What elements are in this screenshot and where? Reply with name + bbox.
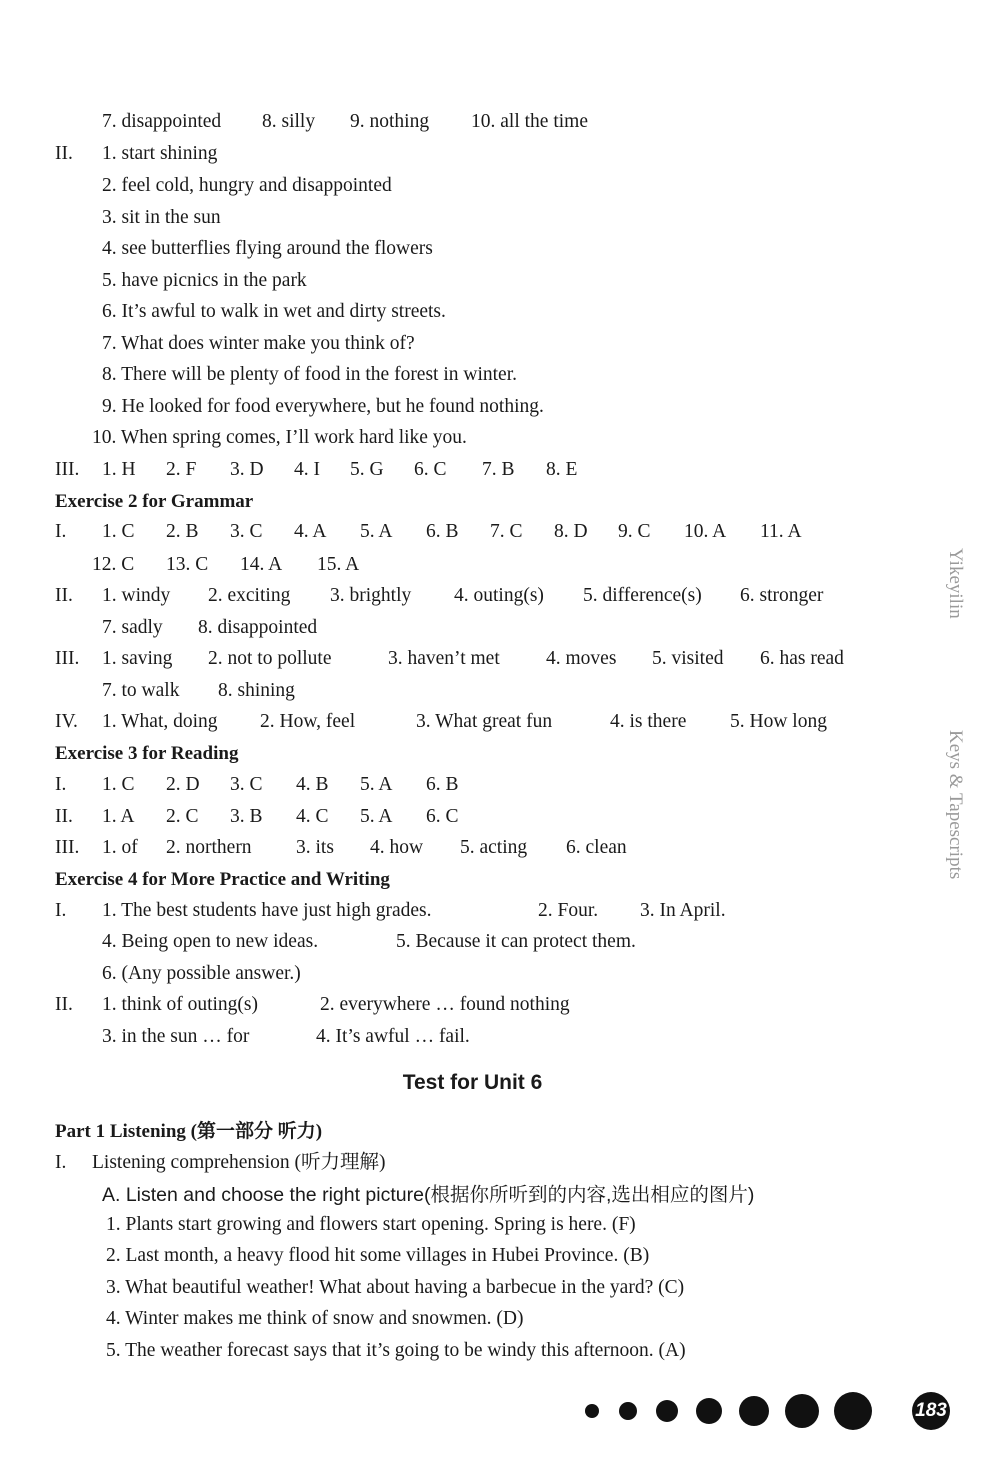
answer-item: 5. visited	[652, 648, 724, 669]
roman-numeral: I.	[55, 1152, 67, 1173]
section-heading: Exercise 4 for More Practice and Writing	[55, 869, 390, 890]
answer-item: 4. see butterflies flying around the flowers	[102, 238, 433, 259]
answer-item: 3. What great fun	[416, 711, 553, 732]
answer-item: 1. What, doing	[102, 711, 218, 732]
answer-item: 8. disappointed	[198, 617, 318, 638]
roman-numeral: III.	[55, 459, 80, 480]
footer-dot	[619, 1402, 637, 1420]
roman-numeral: I.	[55, 774, 67, 795]
sidebar-keys-label: Keys & Tapescripts	[945, 730, 966, 880]
answer-item: 5. A	[360, 806, 393, 827]
answer-item: 13. C	[166, 554, 209, 575]
answer-item: 5. G	[350, 459, 384, 480]
answer-item: 6. It’s awful to walk in wet and dirty streets.	[102, 301, 446, 322]
answer-item: 2. everywhere … found nothing	[320, 994, 570, 1015]
answer-item: 3. C	[230, 774, 263, 795]
answer-item: 2. exciting	[208, 585, 291, 606]
answer-item: 3. C	[230, 521, 263, 542]
answer-item: 1. windy	[102, 585, 171, 606]
answer-item: 8. shining	[218, 680, 295, 701]
answer-item: Listening comprehension (听力理解)	[92, 1152, 386, 1173]
answer-item: 14. A	[240, 554, 283, 575]
footer-dot	[834, 1392, 872, 1430]
answer-item: 1. start shining	[102, 143, 218, 164]
answer-item: 5. have picnics in the park	[102, 270, 307, 291]
answer-item: 10. A	[684, 521, 727, 542]
test-title: Test for Unit 6	[402, 1071, 543, 1094]
answer-item: 4. It’s awful … fail.	[316, 1026, 470, 1047]
answer-item: 2. not to pollute	[208, 648, 332, 669]
roman-numeral: II.	[55, 143, 73, 164]
answer-item: 4. B	[296, 774, 329, 795]
answer-item: 1. A	[102, 806, 135, 827]
footer-dot	[739, 1396, 769, 1426]
roman-numeral: IV.	[55, 711, 78, 732]
footer-dot	[585, 1404, 599, 1418]
answer-item: 1. C	[102, 774, 135, 795]
answer-item: 4. A	[294, 521, 327, 542]
answer-item: 9. He looked for food everywhere, but he found nothing.	[102, 396, 544, 417]
answer-item: 2. C	[166, 806, 199, 827]
answer-item: 1. H	[102, 459, 136, 480]
footer-dot	[656, 1400, 678, 1422]
answer-item: 6. C	[426, 806, 459, 827]
answer-item: 3. What beautiful weather! What about having a barbecue in the yard? (C)	[106, 1277, 685, 1298]
answer-item: 2. B	[166, 521, 199, 542]
answer-item: 4. moves	[546, 648, 617, 669]
answer-item: 1. Plants start growing and flowers start opening. Spring is here. (F)	[106, 1214, 636, 1235]
section-heading: Part 1 Listening (第一部分 听力)	[55, 1121, 323, 1142]
answer-item: 6. B	[426, 521, 459, 542]
answer-item: 8. D	[554, 521, 588, 542]
roman-numeral: I.	[55, 521, 67, 542]
answer-item: 10. all the time	[471, 111, 588, 132]
answer-item: 6. C	[414, 459, 447, 480]
answer-item: 3. D	[230, 459, 264, 480]
sidebar-top-text: Yikeyilin	[945, 548, 966, 619]
answer-item: 4. outing(s)	[454, 585, 544, 606]
roman-numeral: II.	[55, 994, 73, 1015]
page-number: 183	[912, 1392, 950, 1430]
roman-numeral: I.	[55, 900, 67, 921]
answer-item: 8. E	[546, 459, 578, 480]
answer-item: 6. (Any possible answer.)	[102, 963, 301, 984]
answer-item: 12. C	[92, 554, 135, 575]
answer-item: 4. how	[370, 837, 424, 858]
roman-numeral: III.	[55, 648, 80, 669]
answer-item: 2. D	[166, 774, 200, 795]
answer-item: 1. The best students have just high grades.	[102, 900, 432, 921]
answer-item: 4. C	[296, 806, 329, 827]
answer-item: 15. A	[317, 554, 360, 575]
answer-item: 7. B	[482, 459, 515, 480]
section-heading: Exercise 2 for Grammar	[55, 491, 254, 512]
answer-item: 3. haven’t met	[388, 648, 500, 669]
answer-item: 5. Because it can protect them.	[396, 931, 636, 952]
answer-item: 11. A	[760, 521, 802, 542]
answer-item: 5. A	[360, 774, 393, 795]
answer-item: 3. sit in the sun	[102, 207, 221, 228]
roman-numeral: II.	[55, 806, 73, 827]
answer-item: 5. The weather forecast says that it’s going to be windy this afternoon. (A)	[106, 1340, 686, 1361]
answer-item: 10. When spring comes, I’ll work hard like you.	[92, 427, 467, 448]
answer-item: 7. sadly	[102, 617, 163, 638]
answer-item: 2. Last month, a heavy flood hit some villages in Hubei Province. (B)	[106, 1245, 650, 1266]
answer-item: 2. Four.	[538, 900, 599, 921]
answer-item: 5. acting	[460, 837, 528, 858]
answer-item: 6. B	[426, 774, 459, 795]
answer-item: 3. its	[296, 837, 334, 858]
answer-item: 1. C	[102, 521, 135, 542]
answer-item: 5. A	[360, 521, 393, 542]
answer-item: 2. F	[166, 459, 197, 480]
answer-item: 8. There will be plenty of food in the forest in winter.	[102, 364, 518, 385]
roman-numeral: III.	[55, 837, 80, 858]
answer-item: 1. of	[102, 837, 138, 858]
answer-item: 4. Winter makes me think of snow and snowmen. (D)	[106, 1308, 524, 1329]
answer-item: 1. think of outing(s)	[102, 994, 258, 1015]
answer-item: 6. stronger	[740, 585, 824, 606]
answer-item: 7. to walk	[102, 680, 180, 701]
answer-item: 2. feel cold, hungry and disappointed	[102, 175, 392, 196]
answer-item: 2. northern	[166, 837, 252, 858]
answer-item: 5. difference(s)	[583, 585, 702, 606]
answer-item: 3. in the sun … for	[102, 1026, 250, 1047]
answer-item: 4. is there	[610, 711, 687, 732]
answer-item: 3. B	[230, 806, 263, 827]
answer-item: 6. has read	[760, 648, 844, 669]
footer-dot	[696, 1398, 722, 1424]
answer-item: 7. What does winter make you think of?	[102, 333, 415, 354]
roman-numeral: II.	[55, 585, 73, 606]
section-heading: Exercise 3 for Reading	[55, 743, 239, 764]
answer-item: 8. silly	[262, 111, 316, 132]
answer-item: 1. saving	[102, 648, 173, 669]
answer-item: A. Listen and choose the right picture(根据你所听到的内容,选出相应的图片)	[102, 1184, 755, 1206]
answer-item: 4. I	[294, 459, 320, 480]
answer-item: 5. How long	[730, 711, 827, 732]
answer-item: 3. In April.	[640, 900, 726, 921]
answer-item: 6. clean	[566, 837, 627, 858]
footer-dot	[785, 1394, 819, 1428]
answer-item: 7. C	[490, 521, 523, 542]
answer-item: 2. How, feel	[260, 711, 356, 732]
answer-item: 7. disappointed	[102, 111, 222, 132]
answer-item: 4. Being open to new ideas.	[102, 931, 319, 952]
answer-item: 3. brightly	[330, 585, 412, 606]
answer-item: 9. C	[618, 521, 651, 542]
answer-item: 9. nothing	[350, 111, 430, 132]
